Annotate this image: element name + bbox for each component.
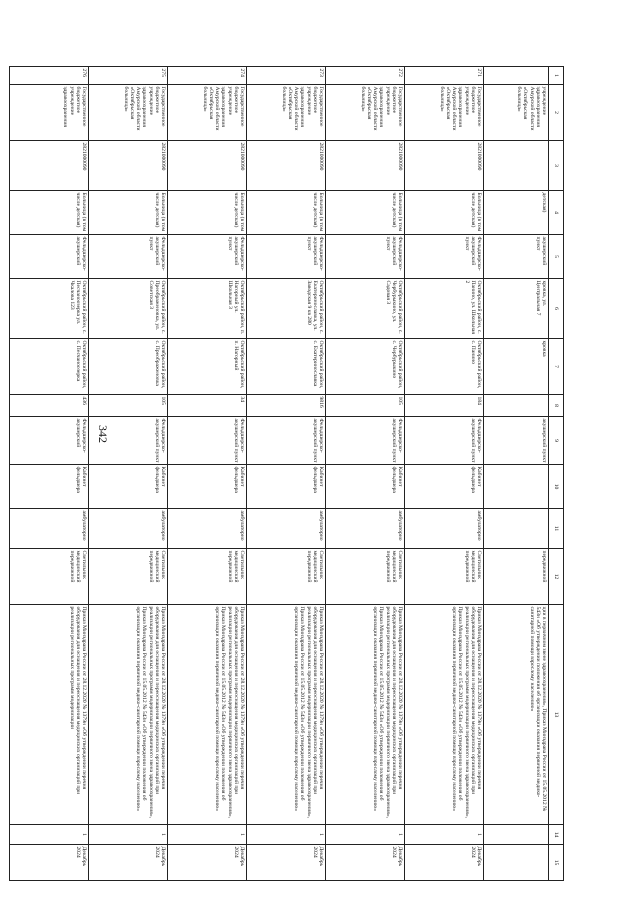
cell-address: Октябрьский район, с. Панино, ул. Школьная 2: [405, 279, 484, 339]
cell-basis: Приказ Минздрава России от 28.12.2020 № 1379н «Об утверждении перечня оборудования для оснащения и переоснащения медицинских организаций при реализации региональных программ модернизации первичного звена здравоохранения», Приказ Минздрава России от 15.05.2012 № 543н «Об утверждении положения об организации оказания первичной медико-санитарной помощи взрослому населению»: [89, 605, 168, 825]
column-number: 7: [549, 339, 564, 395]
cell-quantity: 1: [89, 825, 168, 845]
column-number: 2: [549, 85, 564, 141]
cell-address: Октябрьский район, с. Преображеновка, ул. Советская 3: [89, 279, 168, 339]
cell-code: 2821000090: [326, 141, 405, 191]
cell-basis: Приказ Минздрава России от 28.12.2020 № 1379н «Об утверждении перечня оборудования для оснащения и переоснащения медицинских организаций при реализации региональных программ модернизации: [10, 605, 89, 825]
cell-code: 2821000090: [247, 141, 326, 191]
cell-number: 276: [10, 67, 89, 85]
cell-term: Декабрь 2024: [89, 845, 168, 881]
cell-kind: Фельдшерско-акушерский пункт: [247, 417, 326, 465]
cell-unit: Фельдшерско-акушерский пункт: [89, 235, 168, 279]
column-number: 12: [549, 549, 564, 605]
cell-number: 272: [326, 67, 405, 85]
cell-kind: Фельдшерско-акушерский пункт: [405, 417, 484, 465]
cell-equipment: Светильник медицинский передвижной: [326, 549, 405, 605]
cell-mode: амбулаторно: [405, 509, 484, 549]
cell-locality: Октябрьский район, с. Екатеринославка: [247, 339, 326, 395]
cell-mode: амбулаторно: [326, 509, 405, 549]
column-number: 1: [549, 67, 564, 85]
cell-quantity: 1: [10, 825, 89, 845]
column-number: 10: [549, 465, 564, 509]
cell-mode: амбулаторно: [89, 509, 168, 549]
cell-unit: Фельдшерско-акушерский пункт: [326, 235, 405, 279]
column-number-row: [549, 67, 564, 881]
cell-type: Больница (в том числе детская): [10, 191, 89, 235]
column-number: 11: [549, 509, 564, 549]
cell-basis: Приказ Минздрава России от 28.12.2020 № 1379н «Об утверждении перечня оборудования для оснащения и переоснащения медицинских организаций при реализации региональных программ модернизации первичного звена здравоохранения», Приказ Минздрава России от 15.05.2012 № 543н «Об утверждении положения об организации оказания первичной медико-санитарной помощи взрослому населению»: [326, 605, 405, 825]
cell-mode: амбулаторно: [168, 509, 247, 549]
cell-room: Кабинет фельдшера: [168, 465, 247, 509]
cell-kind: Фельдшерско-акушерский пункт: [89, 417, 168, 465]
cell-locality: кровка: [484, 339, 549, 395]
cell-mode: амбулаторно: [247, 509, 326, 549]
cell-term: Декабрь 2024: [168, 845, 247, 881]
cell-equipment: Светильник медицинский передвижной: [168, 549, 247, 605]
cell-locality: Октябрьский район, п. Нагорный: [168, 339, 247, 395]
cell-empty: [484, 845, 549, 881]
cell-address: Октябрьский район, с. Екатеринославка, ул. Заводская 9 кв 280: [247, 279, 326, 339]
cell-room: Кабинет фельдшера: [247, 465, 326, 509]
cell-empty: [484, 465, 549, 509]
cell-address: Октябрьский район, с. Песчаноозерка ул. Чкалова 123: [10, 279, 89, 339]
column-number: 15: [549, 845, 564, 881]
column-number: 3: [549, 141, 564, 191]
cell-address: кровка, ул. Центральная 7: [484, 279, 549, 339]
cell-number: 275: [89, 67, 168, 85]
cell-organization: Государственное бюджетное учреждение здравоохранения Амурской области «Октябрьская больница»: [326, 85, 405, 141]
table-row: [168, 67, 247, 881]
cell-type: Больница (в том числе детская): [168, 191, 247, 235]
cell-equipment: Светильник медицинский передвижной: [405, 549, 484, 605]
cell-population: 184: [405, 395, 484, 417]
cell-empty: [484, 509, 549, 549]
cell-organization: Государственное бюджетное учреждение здравоохранения: [10, 85, 89, 141]
cell-mode: амбулаторно: [10, 509, 89, 549]
column-number: 6: [549, 279, 564, 339]
cell-basis: Приказ Минздрава России от 28.12.2020 № 1379н «Об утверждении перечня оборудования для оснащения и переоснащения медицинских организаций при реализации региональных программ модернизации первичного звена здравоохранения», Приказ Минздрава России от 15.05.2012 № 543н «Об утверждении положения об организации оказания первичной медико-санитарной помощи взрослому населению»: [247, 605, 326, 825]
cell-organization: Государственное бюджетное учреждение здравоохранения Амурской области «Октябрьская больница»: [89, 85, 168, 141]
column-number: 9: [549, 417, 564, 465]
table-row: [247, 67, 326, 881]
cell-kind: Фельдшерско-акушерский пункт: [168, 417, 247, 465]
cell-code: 2821000090: [10, 141, 89, 191]
cell-locality: Октябрьский район, с. Песчаноозерка: [10, 339, 89, 395]
cell-equipment: Светильник медицинский передвижной: [10, 549, 89, 605]
cell-population: 105: [326, 395, 405, 417]
cell-population: 105: [89, 395, 168, 417]
cell-type: Больница (в том числе детская): [247, 191, 326, 235]
cell-basis: Приказ Минздрава России от 28.12.2020 № 1379н «Об утверждении перечня оборудования для оснащения и переоснащения медицинских организаций при реализации региональных программ модернизации первичного звена здравоохранения», Приказ Минздрава России от 15.05.2012 № 543н «Об утверждении положения об организации оказания первичной медико-санитарной помощи взрослому населению»: [405, 605, 484, 825]
cell-type: Больница (в том числе детская): [405, 191, 484, 235]
column-number: 14: [549, 825, 564, 845]
cell-locality: Октябрьский район, с. Преображеновка: [89, 339, 168, 395]
cell-equipment: передвижной: [484, 549, 549, 605]
cell-organization: Государственное бюджетное учреждение здравоохранения Амурской области «Октябрьская больница»: [405, 85, 484, 141]
cell-kind: Фельдшерско-акушерский: [10, 417, 89, 465]
cell-term: Декабрь 2024: [326, 845, 405, 881]
cell-number: 274: [168, 67, 247, 85]
cell-type: Больница (в том числе детская): [89, 191, 168, 235]
cell-unit: Фельдшерско-акушерский пункт: [405, 235, 484, 279]
cell-address: Октябрьский район, с. Чербурыкино, ул. Садовая 3: [326, 279, 405, 339]
cell-quantity: 1: [247, 825, 326, 845]
cell-kind: акушерский пункт: [484, 417, 549, 465]
cell-room: Кабинет фельдшера: [89, 465, 168, 509]
cell-organization: учреждение здравоохранения Амурской области «Октябрьская больница»: [484, 85, 549, 141]
cell-code: 2821000090: [89, 141, 168, 191]
cell-empty: [484, 67, 549, 85]
cell-type: детская): [484, 191, 549, 235]
equipment-table: [9, 66, 564, 881]
cell-basis: Приказ Минздрава России от 28.12.2020 № 1379н «Об утверждении перечня оборудования для оснащения и переоснащения медицинских организаций при реализации региональных программ модернизации первичного звена здравоохранения», Приказ Минздрава России от 15.05.2012 № 543н «Об утверждении положения об организации оказания первичной медико-санитарной помощи взрослому населению»: [168, 605, 247, 825]
cell-quantity: 1: [326, 825, 405, 845]
cell-unit: Фельдшерско-акушерский пункт: [168, 235, 247, 279]
column-number: 5: [549, 235, 564, 279]
cell-room: Кабинет фельдшера: [326, 465, 405, 509]
column-number: 13: [549, 605, 564, 825]
cell-population: 436: [10, 395, 89, 417]
cell-quantity: 1: [405, 825, 484, 845]
page-number: 342: [96, 425, 110, 443]
cell-number: 273: [247, 67, 326, 85]
column-number: 4: [549, 191, 564, 235]
cell-equipment: Светильник медицинский передвижной: [247, 549, 326, 605]
cell-term: Декабрь 2024: [405, 845, 484, 881]
table-row: [405, 67, 484, 881]
table-row: [10, 67, 89, 881]
cell-type: Больница (в том числе детская): [326, 191, 405, 235]
cell-number: 271: [405, 67, 484, 85]
cell-code: 2821000090: [168, 141, 247, 191]
cell-kind: Фельдшерско-акушерский пункт: [326, 417, 405, 465]
continuation-row: [484, 67, 549, 881]
cell-population: 34: [168, 395, 247, 417]
cell-empty: [484, 395, 549, 417]
cell-unit: Фельдшерско-акушерский: [10, 235, 89, 279]
cell-room: Кабинет фельдшера: [10, 465, 89, 509]
cell-basis: ции в первичном звене здравоохранения», Приказ Минздрава России от 15.05.2012 № 543н «Об утверждении положения об организации оказания первичной медико-санитарной помощи взрослому населению»: [484, 605, 549, 825]
cell-organization: Государственное бюджетное учреждение здравоохранения Амурской области «Октябрьская больница»: [247, 85, 326, 141]
cell-locality: Октябрьский район, с. Панино: [405, 339, 484, 395]
table-row: [89, 67, 168, 881]
cell-organization: Государственное бюджетное учреждение здравоохранения Амурской области «Октябрьская больница»: [168, 85, 247, 141]
cell-term: Декабрь 2024: [247, 845, 326, 881]
cell-population: 9816: [247, 395, 326, 417]
cell-address: Октябрьский район, п. Нагорный ул. Школьная 3: [168, 279, 247, 339]
cell-empty: [484, 825, 549, 845]
cell-quantity: 1: [168, 825, 247, 845]
cell-unit: Фельдшерско-акушерский пункт: [247, 235, 326, 279]
cell-room: Кабинет фельдшера: [405, 465, 484, 509]
table-row: [326, 67, 405, 881]
cell-term: Декабрь 2024: [10, 845, 89, 881]
cell-unit: акушерский пункт: [484, 235, 549, 279]
cell-code: 2821000090: [405, 141, 484, 191]
cell-equipment: Светильник медицинский передвижной: [89, 549, 168, 605]
cell-locality: Октябрьский район, с. Чербурыкино: [326, 339, 405, 395]
column-number: 8: [549, 395, 564, 417]
cell-empty: [484, 141, 549, 191]
